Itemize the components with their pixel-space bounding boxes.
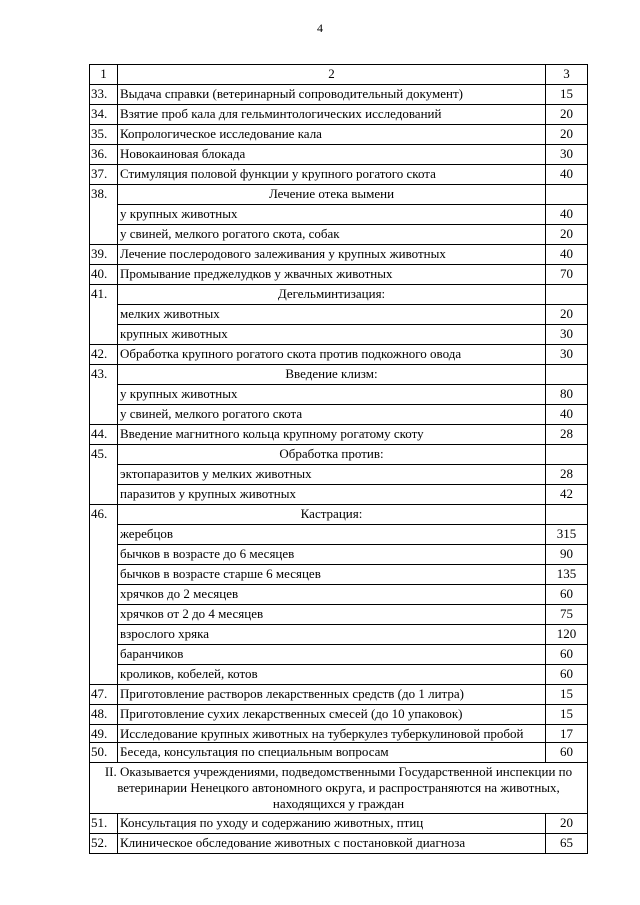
row-value: 20 [546,105,588,125]
table-row [90,125,588,145]
header-col2: 2 [118,65,546,85]
row-text: Новокаиновая блокада [118,145,546,165]
group-item-row [90,605,588,625]
row-number: 41. [90,285,118,345]
row-number: 47. [90,685,118,705]
row-number: 40. [90,265,118,285]
table-row [90,834,588,854]
row-value: 60 [546,743,588,763]
group-header-row [90,285,588,305]
empty-cell [546,285,588,305]
group-item-text: хрячков до 2 месяцев [118,585,546,605]
row-number: 51. [90,814,118,834]
group-item-text: жеребцов [118,525,546,545]
group-item-text: у крупных животных [118,385,546,405]
header-col3: 3 [546,65,588,85]
row-text: Стимуляция половой функции у крупного рогатого скота [118,165,546,185]
group-item-value: 315 [546,525,588,545]
row-value: 40 [546,245,588,265]
header-row [90,65,588,85]
group-item-row [90,665,588,685]
group-title: Введение клизм: [118,365,546,385]
group-item-value: 28 [546,465,588,485]
row-number: 37. [90,165,118,185]
group-item-value: 40 [546,205,588,225]
empty-cell [546,445,588,465]
group-title: Обработка против: [118,445,546,465]
row-number: 50. [90,743,118,763]
table-row [90,105,588,125]
group-item-row [90,585,588,605]
group-item-value: 120 [546,625,588,645]
group-item-value: 80 [546,385,588,405]
table-row [90,725,588,743]
group-item-row [90,205,588,225]
group-header-row [90,365,588,385]
group-item-value: 40 [546,405,588,425]
group-item-row [90,565,588,585]
row-text: Приготовление сухих лекарственных смесей (до 10 упаковок) [118,705,546,725]
group-item-value: 20 [546,305,588,325]
row-number: 39. [90,245,118,265]
table-row [90,685,588,705]
row-text: Промывание преджелудков у жвачных животных [118,265,546,285]
row-value: 15 [546,85,588,105]
group-item-text: мелких животных [118,305,546,325]
row-number: 36. [90,145,118,165]
group-item-value: 60 [546,585,588,605]
empty-cell [546,185,588,205]
row-text: Введение магнитного кольца крупному рогатому скоту [118,425,546,445]
row-number: 46. [90,505,118,685]
row-value: 20 [546,125,588,145]
group-header-row [90,445,588,465]
group-item-value: 60 [546,665,588,685]
price-table [89,64,588,854]
group-item-row [90,385,588,405]
group-item-text: бычков в возрасте старше 6 месяцев [118,565,546,585]
group-item-row [90,305,588,325]
section-heading-row [90,763,588,814]
row-number: 45. [90,445,118,505]
row-value: 15 [546,685,588,705]
table-row [90,85,588,105]
row-number: 44. [90,425,118,445]
row-text: Беседа, консультация по специальным вопросам [118,743,546,763]
row-number: 43. [90,365,118,425]
row-value: 65 [546,834,588,854]
table-row [90,145,588,165]
group-item-row [90,225,588,245]
group-item-text: эктопаразитов у мелких животных [118,465,546,485]
group-item-row [90,405,588,425]
group-item-row [90,645,588,665]
row-value: 17 [546,725,588,743]
group-item-text: паразитов у крупных животных [118,485,546,505]
row-number: 49. [90,725,118,743]
row-text: Приготовление растворов лекарственных средств (до 1 литра) [118,685,546,705]
header-col1: 1 [90,65,118,85]
group-item-text: у свиней, мелкого рогатого скота [118,405,546,425]
group-item-text: баранчиков [118,645,546,665]
row-value: 30 [546,345,588,365]
group-item-row [90,525,588,545]
empty-cell [546,365,588,385]
table-row [90,345,588,365]
group-item-text: у свиней, мелкого рогатого скота, собак [118,225,546,245]
group-item-text: у крупных животных [118,205,546,225]
group-title: Кастрация: [118,505,546,525]
group-item-row [90,625,588,645]
group-item-value: 90 [546,545,588,565]
row-text: Выдача справки (ветеринарный сопроводительный документ) [118,85,546,105]
group-item-value: 30 [546,325,588,345]
row-text: Лечение послеродового залеживания у крупных животных [118,245,546,265]
group-item-row [90,465,588,485]
row-text: Копрологическое исследование кала [118,125,546,145]
table-row [90,245,588,265]
table-row [90,814,588,834]
row-value: 30 [546,145,588,165]
row-number: 52. [90,834,118,854]
group-item-value: 20 [546,225,588,245]
group-item-text: кроликов, кобелей, котов [118,665,546,685]
row-value: 40 [546,165,588,185]
page-number: 4 [317,21,323,35]
group-item-row [90,545,588,565]
row-text: Взятие проб кала для гельминтологических исследований [118,105,546,125]
row-value: 20 [546,814,588,834]
group-title: Лечение отека вымени [118,185,546,205]
row-value: 70 [546,265,588,285]
section-heading: II. Оказывается учреждениями, подведомственными Государственной инспекции по ветеринарии Ненецкого автономного округа, и распространяются на животных, находящихся у граждан [90,763,588,814]
table-row [90,425,588,445]
table-row [90,265,588,285]
group-item-value: 60 [546,645,588,665]
group-header-row [90,185,588,205]
group-item-text: хрячков от 2 до 4 месяцев [118,605,546,625]
row-number: 38. [90,185,118,245]
table-row [90,705,588,725]
group-title: Дегельминтизация: [118,285,546,305]
row-value: 28 [546,425,588,445]
table-row [90,743,588,763]
group-item-text: взрослого хряка [118,625,546,645]
row-number: 35. [90,125,118,145]
group-item-value: 135 [546,565,588,585]
group-item-row [90,325,588,345]
empty-cell [546,505,588,525]
row-number: 34. [90,105,118,125]
group-item-text: бычков в возрасте до 6 месяцев [118,545,546,565]
table-row [90,165,588,185]
row-number: 42. [90,345,118,365]
row-value: 15 [546,705,588,725]
group-item-value: 75 [546,605,588,625]
group-header-row [90,505,588,525]
row-text: Клиническое обследование животных с постановкой диагноза [118,834,546,854]
group-item-row [90,485,588,505]
row-text: Обработка крупного рогатого скота против подкожного овода [118,345,546,365]
row-number: 48. [90,705,118,725]
row-number: 33. [90,85,118,105]
row-text: Исследование крупных животных на туберкулез туберкулиновой пробой [118,725,546,743]
group-item-text: крупных животных [118,325,546,345]
row-text: Консультация по уходу и содержанию животных, птиц [118,814,546,834]
group-item-value: 42 [546,485,588,505]
